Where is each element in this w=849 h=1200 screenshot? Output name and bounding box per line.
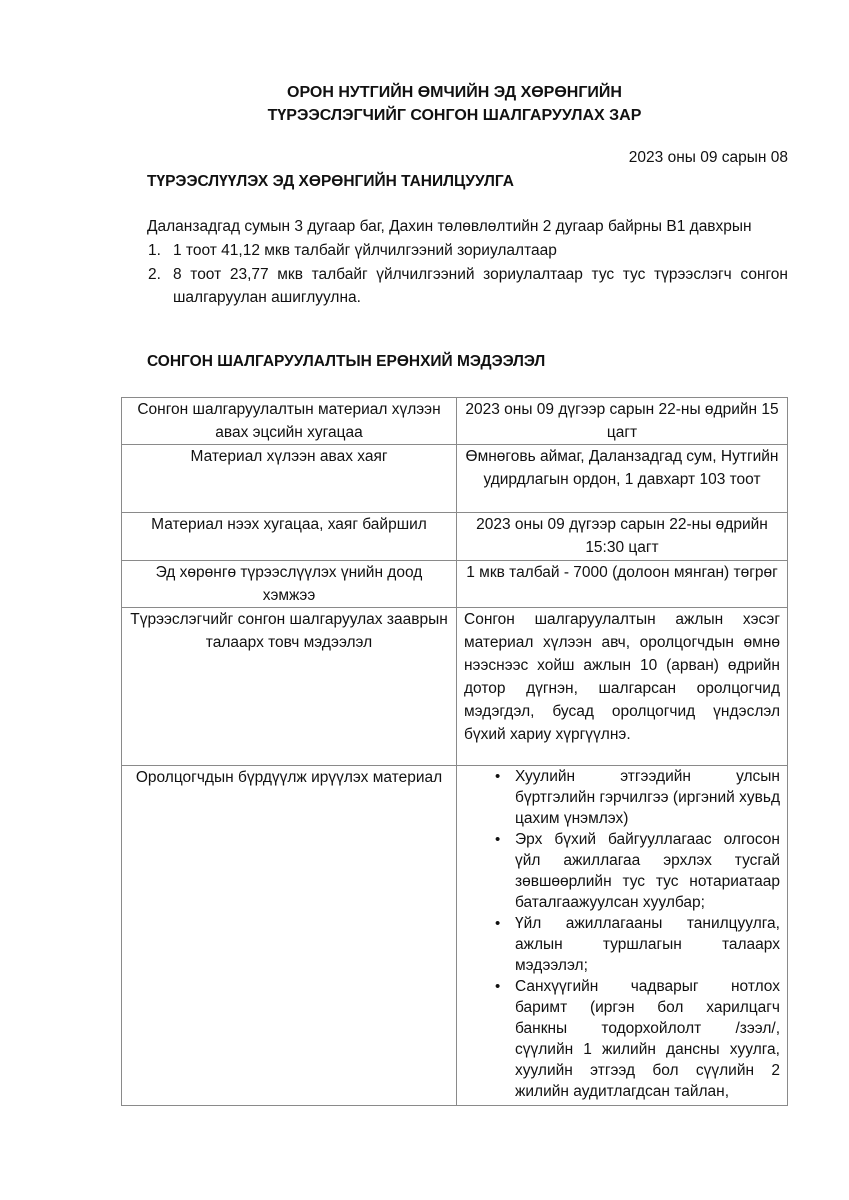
table-row (122, 766, 788, 1106)
title-line-1: ОРОН НУТГИЙН ӨМЧИЙН ЭД ХӨРӨНГИЙН (287, 84, 622, 101)
document-date: 2023 оны 09 сарын 08 (628, 149, 788, 166)
list-number: 1. (148, 242, 161, 259)
row-label: Түрээслэгчийг сонгон шалгаруулах зааврын талаарх товч мэдээлэл (122, 608, 457, 766)
row-label: Оролцогчдын бүрдүүлж ирүүлэх материал (122, 766, 457, 1106)
property-intro (121, 215, 788, 309)
table-row (122, 513, 788, 561)
row-value: 2023 оны 09 дүгээр сарын 22-ны өдрийн 15 цагт (457, 398, 788, 445)
row-label: Сонгон шалгаруулалтын материал хүлээн авах эцсийн хугацаа (122, 398, 457, 445)
list-number: 2. (148, 266, 161, 283)
list-item (464, 976, 780, 1102)
bullet-icon: • (495, 768, 501, 785)
list-item (121, 263, 788, 309)
intro-paragraph: Даланзадгад сумын 3 дугаар баг, Дахин төлөвлөлтийн 2 дугаар байрны B1 давхрын (147, 218, 752, 235)
row-value: 1 мкв талбай - 7000 (долоон мянган) төгрөг (457, 561, 788, 608)
required-materials-list (464, 766, 780, 1102)
row-value: Өмнөговь аймаг, Даланзадгад сум, Нутгийн удирдлагын ордон, 1 давхарт 103 тоот (457, 445, 788, 513)
bullet-icon: • (495, 915, 501, 932)
table-row (122, 398, 788, 445)
list-item (464, 913, 780, 976)
list-item (464, 766, 780, 829)
section-heading-property-intro: ТҮРЭЭСЛҮҮЛЭХ ЭД ХӨРӨНГИЙН ТАНИЛЦУУЛГА (147, 173, 514, 190)
list-item (464, 829, 780, 913)
document-title (121, 81, 788, 127)
section-heading-general-info: СОНГОН ШАЛГАРУУЛАЛТЫН ЕРӨНХИЙ МЭДЭЭЛЭЛ (147, 353, 546, 370)
list-item-text: 8 тоот 23,77 мкв талбайг үйлчилгээний зориулалтаар тус тус түрээслэгч сонгон шалгаруулан ашиглуулна. (173, 266, 788, 306)
row-value-list (457, 766, 788, 1106)
title-line-2: ТҮРЭЭСЛЭГЧИЙГ СОНГОН ШАЛГАРУУЛАХ ЗАР (267, 107, 642, 124)
list-item-text: Санхүүгийн чадварыг нотлох баримт (иргэн бол харилцагч банкны тодорхойлолт /зээл/, сүүлийн 1 жилийн дансны хуулга, хуулийн этгээд бол сүүлийн 2 жилийн аудитлагдсан тайлан, (515, 978, 780, 1100)
row-value: Сонгон шалгаруулалтын ажлын хэсэг материал хүлээн авч, оролцогчдын өмнө нээснээс хойш ажлын 10 (арван) өдрийн дотор дүгнэн, шалгарсан оролцогчид мэдэгдэл, бусад оролцогчид үндэслэл бүхий хариу хүргүүлнэ. (457, 608, 788, 766)
table-row (122, 608, 788, 766)
row-label: Материал нээх хугацаа, хаяг байршил (122, 513, 457, 561)
row-value: 2023 оны 09 дүгээр сарын 22-ны өдрийн 15:30 цагт (457, 513, 788, 561)
row-label: Материал хүлээн авах хаяг (122, 445, 457, 513)
bullet-icon: • (495, 831, 501, 848)
list-item-text: Үйл ажиллагааны танилцуулга, ажлын туршлагын талаарх мэдээлэл; (515, 915, 780, 974)
list-item-text: Эрх бүхий байгууллагаас олгосон үйл ажиллагаа эрхлэх тусгай зөвшөөрлийн тус тус нотариатаар баталгаажуулсан хуулбар; (515, 831, 780, 911)
list-item (121, 239, 788, 262)
list-item-text: Хуулийн этгээдийн улсын бүртгэлийн гэрчилгээ (иргэний хувьд цахим үнэмлэх) (515, 768, 780, 827)
row-label: Эд хөрөнгө түрээслүүлэх үнийн доод хэмжээ (122, 561, 457, 608)
bullet-icon: • (495, 978, 501, 995)
property-list (121, 239, 788, 309)
table-row (122, 445, 788, 513)
general-info-table (121, 397, 788, 1106)
list-item-text: 1 тоот 41,12 мкв талбайг үйлчилгээний зориулалтаар (173, 242, 557, 259)
table-row (122, 561, 788, 608)
